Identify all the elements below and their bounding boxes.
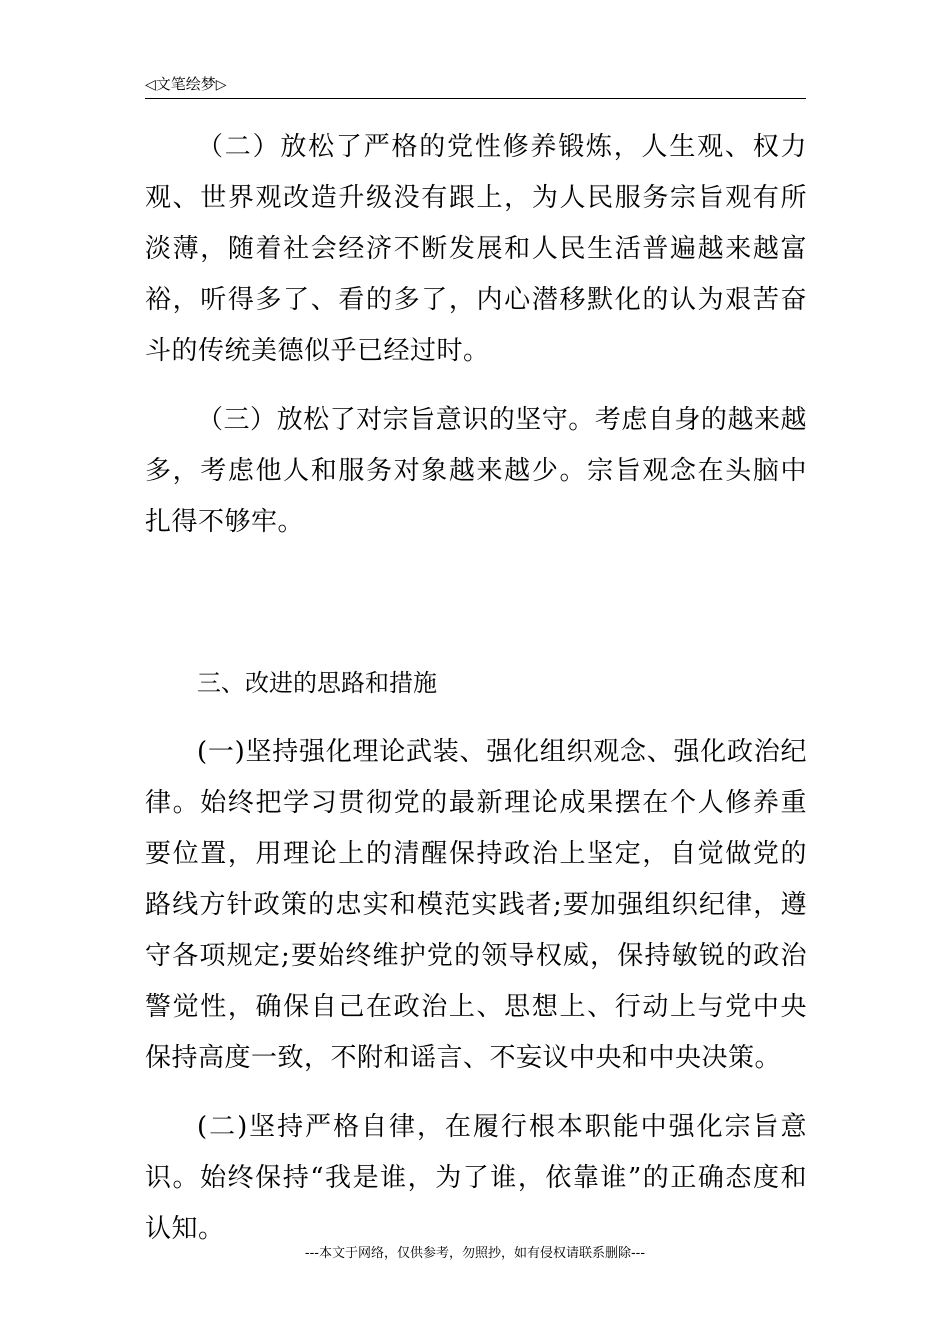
header-title-line: [145, 74, 227, 95]
paragraph-measure-one: (一)坚持强化理论武装、强化组织观念、强化政治纪律。始终把学习贯彻党的最新理论成果摆在个人修养重要位置，用理论上的清醒保持政治上坚定，自觉做党的路线方针政策的忠实和模范实践者;要加强组织纪律，遵守各项规定;要始终维护党的领导权威，保持敏锐的政治警觉性，确保自己在政治上、思想上、行动上与党中央保持高度一致，不附和谣言、不妄议中央和中央决策。: [145, 737, 807, 1073]
header-title: 文笔绘梦: [155, 75, 216, 93]
paragraph-two-relaxed-party-spirit: （二）放松了严格的党性修养锻炼，人生观、权力观、世界观改造升级没有跟上，为人民服务宗旨观有所淡薄，随着社会经济不断发展和人民生活普遍越来越富裕，听得多了、看的多了，内心潜移默化的认为艰苦奋斗的传统美德似乎已经过时。: [145, 132, 807, 366]
document-body: [145, 122, 807, 1255]
page-footer-disclaimer: ---本文于网络，仅供参考，勿照抄，如有侵权请联系删除---: [304, 1246, 646, 1261]
page-header: [145, 72, 806, 99]
paragraph-measure-two: (二)坚持严格自律，在履行根本职能中强化宗旨意识。始终保持“我是谁，为了谁，依靠谁”的正确态度和认知。: [145, 1112, 807, 1244]
right-triangle-icon: ▷: [215, 77, 227, 93]
left-triangle-icon: ◁: [145, 77, 156, 93]
section-heading: 三、改进的思路和措施: [197, 669, 437, 697]
paragraph-three-relaxed-purpose: （三）放松了对宗旨意识的坚守。考虑自身的越来越多，考虑他人和服务对象越来越少。宗旨观念在头脑中扎得不够牢。: [145, 405, 807, 537]
